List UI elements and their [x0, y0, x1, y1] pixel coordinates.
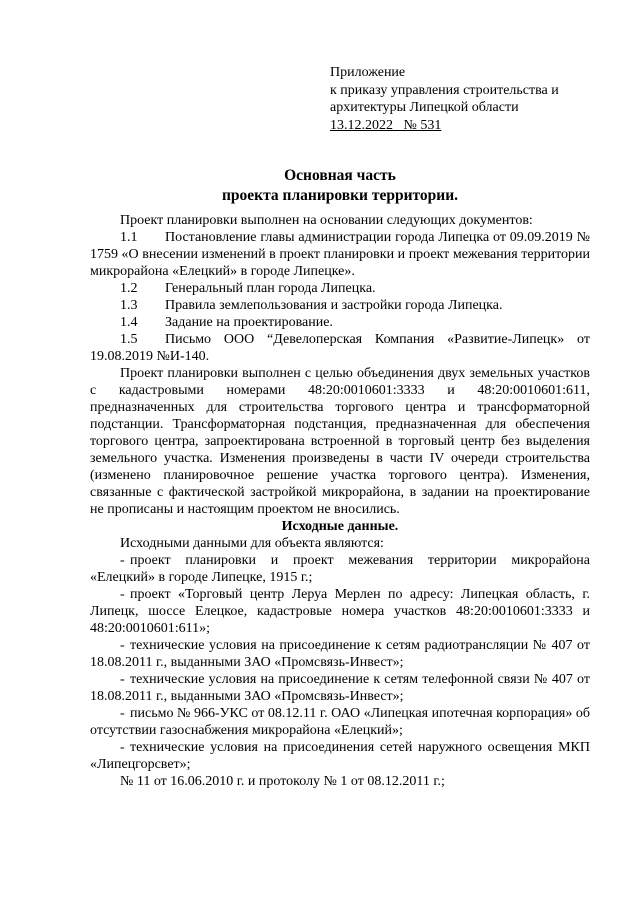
annex-line-3: архитектуры Липецкой области [330, 100, 519, 115]
annex-line-2: к приказу управления строительства и [330, 82, 559, 98]
source-data-item [90, 552, 590, 586]
dash-marker: - [120, 587, 125, 602]
item-text: Постановление главы администрации города Липецка от 09.09.2019 № 1759 «О внесении изменений в проект планировки и проект межевания территории микрорайона «Елецкий» в городе Липецке». [90, 230, 590, 279]
source-data-item [90, 671, 590, 705]
source-item-text: проект «Торговый центр Леруа Мерлен по адресу: Липецкая область, г. Липецк, шоссе Елецкое, кадастровые номера участков 48:20:0010601:3333 и 48:20:0010601:611»; [90, 587, 590, 636]
annex-header [330, 64, 559, 134]
document-title-line-1: Основная часть [284, 167, 396, 184]
item-number: 1.5 [120, 332, 138, 347]
item-number: 1.1 [120, 230, 138, 245]
document-item [90, 280, 590, 297]
dash-marker: - [120, 553, 125, 568]
item-number: 1.4 [120, 315, 138, 330]
item-number: 1.2 [120, 281, 138, 296]
document-title-line-2: проекта планировки территории. [221, 187, 459, 204]
source-data-item [90, 637, 590, 671]
annex-date: 13.12.2022 [330, 117, 393, 133]
annex-number: № 531 [403, 117, 442, 133]
dash-marker: - [120, 672, 125, 687]
item-text: Генеральный план города Липецка. [165, 281, 376, 296]
intro-paragraph: Проект планировки выполнен на основании следующих документов: [120, 213, 533, 228]
source-data-item [90, 586, 590, 637]
dash-marker: - [120, 706, 125, 721]
item-text: Письмо ООО “Девелоперская Компания «Развитие-Липецк» от 19.08.2019 №И-140. [90, 332, 590, 364]
item-text: Задание на проектирование. [165, 315, 333, 330]
purpose-paragraph: Проект планировки выполнен с целью объединения двух земельных участков с кадастровыми номерами 48:20:0010601:3333 и 48:20:0010601:611, предназначенных для строительства торгового центра и трансформаторной подстанции. Трансформаторная подстанция, предназначенная для обеспечения торгового центра, запроектирована встроенной в торговый центр без выделения земельного участка. Изменения произведены в части IV очереди строительства (изменено планировочное решение участка торгового центра). Изменения, связанные с фактической застройкой микрорайона, в задании на проектирование не прописаны и настоящим проектом не вносились. [90, 366, 590, 517]
item-text: Правила землепользования и застройки города Липецка. [165, 298, 503, 313]
document-item [90, 297, 590, 314]
source-data-intro: Исходными данными для объекта являются: [120, 536, 384, 551]
document-item [90, 314, 590, 331]
annex-line-1: Приложение [330, 65, 406, 80]
source-item-text: технические условия на присоединение к сетям радиотрансляции № 407 от 18.08.2011 г., выданными ЗАО «Промсвязь-Инвест»; [90, 638, 590, 670]
source-data-item [90, 705, 590, 739]
document-item [90, 331, 590, 365]
dash-marker: - [120, 638, 125, 653]
source-data-heading: Исходные данные. [281, 519, 399, 534]
annex-date-line [330, 117, 559, 135]
source-item-text: технические условия на присоединения сетей наружного освещения МКП «Липецгорсвет»; [90, 740, 590, 772]
last-line: № 11 от 16.06.2010 г. и протоколу № 1 от 08.12.2011 г.; [120, 774, 445, 789]
document-body [90, 212, 590, 790]
source-item-text: письмо № 966-УКС от 08.12.11 г. ОАО «Липецкая ипотечная корпорация» об отсутствии газоснабжения микрорайона «Елецкий»; [90, 706, 590, 738]
item-number: 1.3 [120, 298, 138, 313]
source-item-text: технические условия на присоединение к сетям телефонной связи № 407 от 18.08.2011 г., выданными ЗАО «Промсвязь-Инвест»; [90, 672, 590, 704]
document-item [90, 229, 590, 280]
dash-marker: - [120, 740, 125, 755]
source-item-text: проект планировки и проект межевания территории микрорайона «Елецкий» в городе Липецке, 1915 г.; [90, 553, 590, 585]
source-data-item [90, 739, 590, 773]
